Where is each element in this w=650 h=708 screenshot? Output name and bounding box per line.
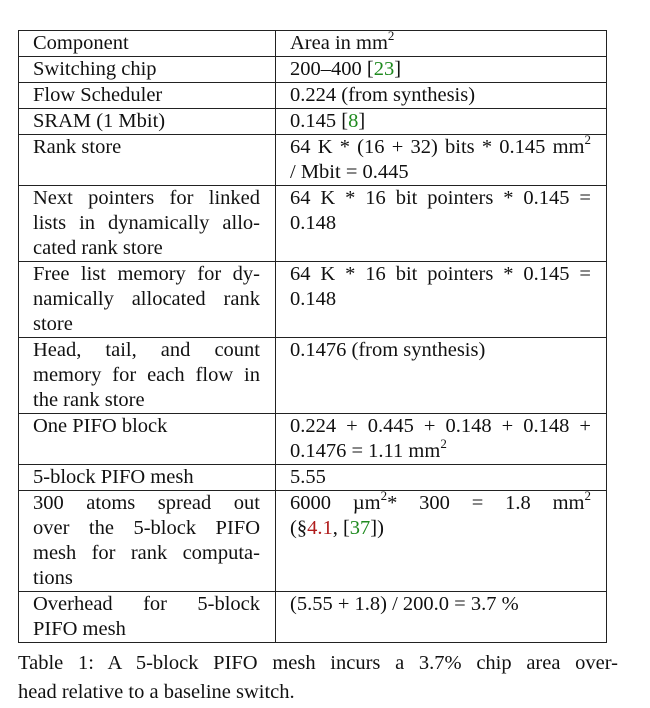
component-cell xyxy=(19,57,276,83)
cell-line xyxy=(33,31,260,56)
cell-line xyxy=(33,109,260,134)
cell-text: ] xyxy=(358,110,366,132)
cell-line xyxy=(33,516,260,541)
cell-text: 64 K * (16 + 32) bits * 0.145 mm xyxy=(290,136,585,158)
cell-text: lists in dynamically allo- xyxy=(33,212,260,234)
cell-text: (5.55 + 1.8) / 200.0 = 3.7 % xyxy=(290,593,519,615)
cell-text: ] xyxy=(394,58,402,80)
cell-text: memory for each flow in xyxy=(33,364,260,386)
table-row xyxy=(19,135,607,186)
cell-line xyxy=(290,211,591,236)
caption-line: head relative to a baseline switch. xyxy=(18,681,295,703)
cell-line xyxy=(290,186,591,211)
component-cell xyxy=(19,31,276,57)
cell-text: 0.224 (from synthesis) xyxy=(290,84,476,106)
component-cell xyxy=(19,491,276,592)
cell-text: 0.1476 (from synthesis) xyxy=(290,339,486,361)
cell-line xyxy=(33,57,260,82)
component-cell xyxy=(19,83,276,109)
cell-line xyxy=(290,160,591,185)
cell-line xyxy=(290,592,591,617)
cell-line xyxy=(33,83,260,108)
cell-line xyxy=(290,287,591,312)
cell-text: Next pointers for linked xyxy=(33,187,260,209)
cell-text: 64 K * 16 bit pointers * 0.145 = xyxy=(290,263,591,285)
table-row xyxy=(19,414,607,465)
cell-text: One PIFO block xyxy=(33,415,168,437)
cell-text: the rank store xyxy=(33,389,145,411)
table-row xyxy=(19,592,607,643)
cell-line xyxy=(33,388,260,413)
component-cell xyxy=(19,465,276,491)
cell-text: 6000 µm xyxy=(290,492,381,514)
area-cell xyxy=(276,57,607,83)
component-cell xyxy=(19,186,276,262)
cell-text: SRAM (1 Mbit) xyxy=(33,110,166,132)
cell-line xyxy=(33,338,260,363)
cell-text: 0.148 xyxy=(290,288,337,310)
area-cell xyxy=(276,186,607,262)
cell-text: Component xyxy=(33,32,129,54)
cell-line xyxy=(290,109,591,134)
cell-line xyxy=(33,541,260,566)
table-caption xyxy=(18,649,618,707)
cell-text: , [ xyxy=(332,517,350,539)
cell-text: 300 atoms spread out xyxy=(33,492,260,514)
area-table xyxy=(18,30,607,643)
cell-text: Rank store xyxy=(33,136,122,158)
component-cell xyxy=(19,262,276,338)
cell-line xyxy=(290,28,591,56)
cell-text: 5-block PIFO mesh xyxy=(33,466,194,488)
component-cell xyxy=(19,414,276,465)
cell-text: 0.145 [ xyxy=(290,110,349,132)
cell-line xyxy=(290,338,591,363)
area-cell xyxy=(276,338,607,414)
component-cell xyxy=(19,135,276,186)
cell-text: tions xyxy=(33,567,73,589)
table-row xyxy=(19,83,607,109)
cell-text: Flow Scheduler xyxy=(33,84,163,106)
cell-line xyxy=(33,414,260,439)
area-cell xyxy=(276,109,607,135)
cell-line xyxy=(33,592,260,617)
cell-line xyxy=(33,617,260,642)
table-row xyxy=(19,186,607,262)
table-header-row xyxy=(19,31,607,57)
table-row xyxy=(19,465,607,491)
superscript: 2 xyxy=(387,28,395,43)
cell-text: Overhead for 5-block xyxy=(33,593,260,615)
area-cell xyxy=(276,28,607,57)
cell-line xyxy=(33,236,260,261)
component-cell xyxy=(19,592,276,643)
cell-line xyxy=(33,491,260,516)
area-cell xyxy=(276,414,607,465)
cell-text: mesh for rank computa- xyxy=(33,542,260,564)
cell-line xyxy=(290,83,591,108)
component-cell xyxy=(19,338,276,414)
cell-text: over the 5-block PIFO xyxy=(33,517,260,539)
cell-line xyxy=(33,312,260,337)
area-cell xyxy=(276,262,607,338)
cell-line xyxy=(33,287,260,312)
cell-text: 200–400 [ xyxy=(290,58,374,80)
table-row xyxy=(19,338,607,414)
superscript: 2 xyxy=(440,436,447,451)
cell-line xyxy=(290,57,591,82)
cell-text: 0.224 + 0.445 + 0.148 + 0.148 + xyxy=(290,415,591,437)
cell-text: (§ xyxy=(290,517,308,539)
superscript: 2 xyxy=(584,132,591,147)
caption-line: Table 1: A 5-block PIFO mesh incurs a 3.7% chip area over- xyxy=(18,652,618,674)
citation-link[interactable]: 8 xyxy=(348,110,359,132)
cell-text: 5.55 xyxy=(290,466,326,488)
cell-text: Switching chip xyxy=(33,58,157,80)
section-link[interactable]: 4.1 xyxy=(307,517,333,539)
cell-line xyxy=(33,465,260,490)
cell-line xyxy=(290,132,591,160)
cell-line xyxy=(290,436,591,464)
cell-text: 64 K * 16 bit pointers * 0.145 = xyxy=(290,187,591,209)
cell-line xyxy=(290,516,591,541)
superscript: 2 xyxy=(380,488,388,503)
cell-line xyxy=(33,186,260,211)
cell-line xyxy=(33,211,260,236)
cell-text: Head, tail, and count xyxy=(33,339,260,361)
area-cell xyxy=(276,488,607,592)
cell-text: ]) xyxy=(370,517,384,539)
cell-text: / Mbit = 0.445 xyxy=(290,161,409,183)
cell-text: 0.148 xyxy=(290,212,337,234)
cell-line xyxy=(33,135,260,160)
area-cell xyxy=(276,592,607,643)
cell-line xyxy=(290,262,591,287)
cell-text: * 300 = 1.8 mm xyxy=(387,492,585,514)
cell-text: Free list memory for dy- xyxy=(33,263,260,285)
cell-text: 0.1476 = 1.11 mm xyxy=(290,440,441,462)
table-row xyxy=(19,262,607,338)
component-cell xyxy=(19,109,276,135)
citation-link[interactable]: 37 xyxy=(349,517,371,539)
cell-text: store xyxy=(33,313,73,335)
area-cell xyxy=(276,83,607,109)
table-row xyxy=(19,57,607,83)
cell-text: PIFO mesh xyxy=(33,618,126,640)
cell-line xyxy=(290,488,591,516)
citation-link[interactable]: 23 xyxy=(373,58,395,80)
cell-line xyxy=(33,363,260,388)
cell-line xyxy=(33,566,260,591)
area-cell xyxy=(276,132,607,186)
cell-line xyxy=(33,262,260,287)
cell-line xyxy=(290,465,591,490)
table-row xyxy=(19,491,607,592)
table-row xyxy=(19,109,607,135)
superscript: 2 xyxy=(584,488,591,503)
cell-text: namically allocated rank xyxy=(33,288,260,310)
cell-text: cated rank store xyxy=(33,237,163,259)
area-cell xyxy=(276,465,607,491)
cell-text: Area in mm xyxy=(290,32,388,54)
